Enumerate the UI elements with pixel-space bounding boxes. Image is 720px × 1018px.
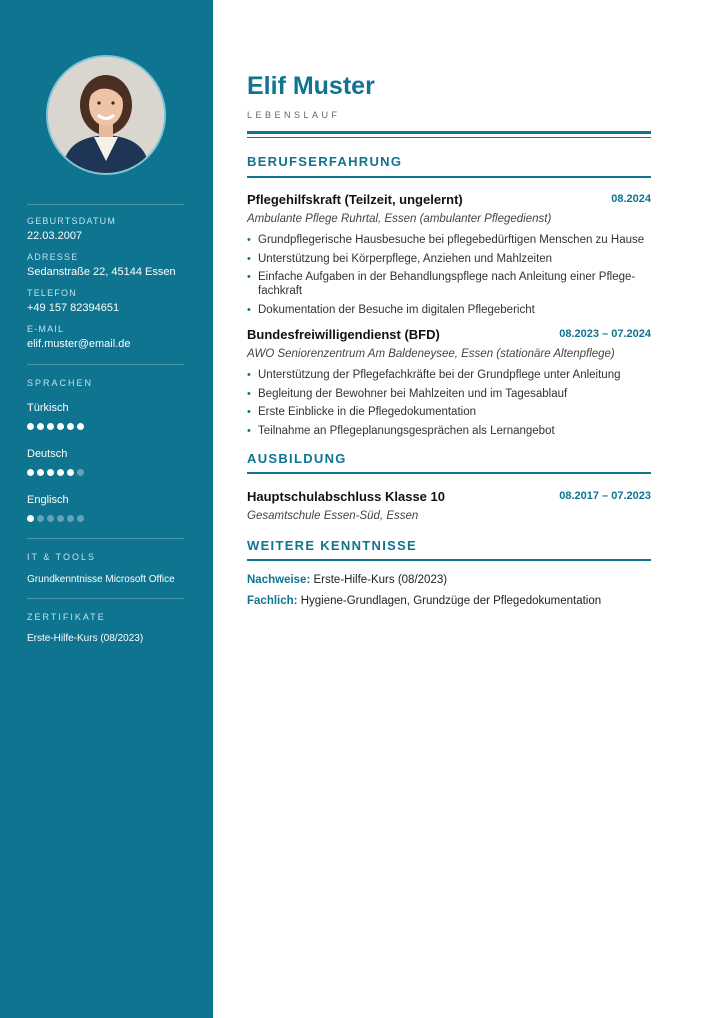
level-dot-filled	[37, 469, 44, 476]
section-title-education: AUSBILDUNG	[247, 451, 347, 466]
job-organization: Ambulante Pflege Ruhrtal, Essen (ambulanter Pflegedienst)	[247, 213, 552, 225]
level-dot-filled	[27, 515, 34, 522]
personal-info	[27, 216, 185, 350]
job-date: 08.2023 – 07.2024	[559, 328, 651, 340]
bullet-item: • Grundpflegerische Hausbesuche bei pflegebedürftigen Menschen zu Hause	[247, 233, 651, 247]
header-rule	[247, 131, 651, 134]
level-dot-filled	[67, 423, 74, 430]
bullet-item: • Erste Einblicke in die Pflegedokumentation	[247, 405, 651, 419]
it-tools-value: Grundkenntnisse Microsoft Office	[27, 574, 175, 585]
address-label: ADRESSE	[27, 252, 79, 262]
skills-item-value: Hygiene-Grundlagen, Grundzüge der Pflegedokumentation	[300, 595, 602, 607]
level-dot-empty	[77, 515, 84, 522]
sidebar-divider	[27, 598, 184, 599]
email-label: E-MAIL	[27, 324, 65, 334]
section-title-experience: BERUFSERFAHRUNG	[247, 154, 403, 169]
certificates-value: Erste-Hilfe-Kurs (08/2023)	[27, 633, 144, 644]
language-item	[27, 402, 185, 430]
level-dot-filled	[77, 423, 84, 430]
section-rule	[247, 559, 651, 561]
header-rule-thin	[247, 137, 651, 138]
document-subtitle: LEBENSLAUF	[247, 110, 341, 120]
education-organization: Gesamtschule Essen-Süd, Essen	[247, 510, 419, 522]
skills-item-key: Fachlich:	[247, 595, 298, 607]
bullet-item: • Teilnahme an Pflegeplanungsgesprächen als Lernangebot	[247, 424, 651, 438]
language-name: Türkisch	[27, 402, 69, 414]
bullet-item: • Unterstützung der Pflegefachkräfte bei der Grundpflege unter Anleitung	[247, 368, 651, 382]
level-dot-filled	[57, 423, 64, 430]
bullet-item	[247, 270, 651, 298]
sidebar-divider	[27, 364, 184, 365]
email-value[interactable]: elif.muster@email.de	[27, 338, 131, 350]
sidebar-divider	[27, 204, 184, 205]
birthdate-block	[27, 216, 185, 242]
skills-item	[247, 595, 601, 607]
job-title: Bundesfreiwilligendienst (BFD)	[247, 327, 440, 342]
bullet-item: • Dokumentation der Besuche im digitalen Pflegebericht	[247, 303, 651, 317]
sidebar	[0, 0, 213, 1018]
profile-photo	[46, 55, 166, 175]
level-dot-filled	[47, 423, 54, 430]
section-rule	[247, 176, 651, 178]
bullet-text: Einfache Aufgaben in der Behandlungspflege nach Anleitung einer Pflege- fachkraft	[258, 271, 647, 298]
address-block	[27, 252, 185, 278]
education-date: 08.2017 – 07.2023	[559, 490, 651, 502]
level-dot-empty	[47, 515, 54, 522]
language-name: Deutsch	[27, 448, 68, 460]
job-bullets	[247, 233, 651, 321]
job-date: 08.2024	[611, 193, 651, 205]
job-title: Pflegehilfskraft (Teilzeit, ungelernt)	[247, 192, 463, 207]
level-dot-filled	[67, 469, 74, 476]
address-value: Sedanstraße 22, 45144 Essen	[27, 266, 176, 278]
birthdate-label: GEBURTSDATUM	[27, 216, 117, 226]
language-item	[27, 494, 185, 522]
phone-label: TELEFON	[27, 288, 77, 298]
level-dot-filled	[57, 469, 64, 476]
it-tools-heading: IT & TOOLS	[27, 552, 97, 562]
section-rule	[247, 472, 651, 474]
level-dot-empty	[67, 515, 74, 522]
bullet-item: • Unterstützung bei Körperpflege, Anziehen und Mahlzeiten	[247, 252, 651, 266]
language-level-dots	[27, 423, 185, 430]
level-dot-filled	[27, 469, 34, 476]
level-dot-filled	[47, 469, 54, 476]
job-organization: AWO Seniorenzentrum Am Baldeneysee, Essen (stationäre Altenpflege)	[247, 348, 615, 360]
language-item	[27, 448, 185, 476]
skills-item-value: Erste-Hilfe-Kurs (08/2023)	[313, 574, 448, 586]
phone-block	[27, 288, 185, 314]
languages-heading: SPRACHEN	[27, 378, 94, 388]
education-title: Hauptschulabschluss Klasse 10	[247, 489, 445, 504]
certificates-heading: ZERTIFIKATE	[27, 612, 106, 622]
level-dot-empty	[77, 469, 84, 476]
skills-item	[247, 574, 447, 586]
section-title-skills: WEITERE KENNTNISSE	[247, 538, 418, 553]
level-dot-empty	[57, 515, 64, 522]
email-block	[27, 324, 185, 350]
level-dot-filled	[27, 423, 34, 430]
level-dot-filled	[37, 423, 44, 430]
language-level-dots	[27, 469, 185, 476]
language-level-dots	[27, 515, 185, 522]
level-dot-empty	[37, 515, 44, 522]
job-bullets	[247, 368, 651, 442]
sidebar-divider	[27, 538, 184, 539]
phone-value: +49 157 82394651	[27, 302, 120, 314]
language-name: Englisch	[27, 494, 69, 506]
birthdate-value: 22.03.2007	[27, 230, 83, 242]
skills-item-key: Nachweise:	[247, 574, 311, 586]
bullet-item: • Begleitung der Bewohner bei Mahlzeiten und im Tagesablauf	[247, 387, 651, 401]
person-name: Elif Muster	[247, 72, 375, 100]
